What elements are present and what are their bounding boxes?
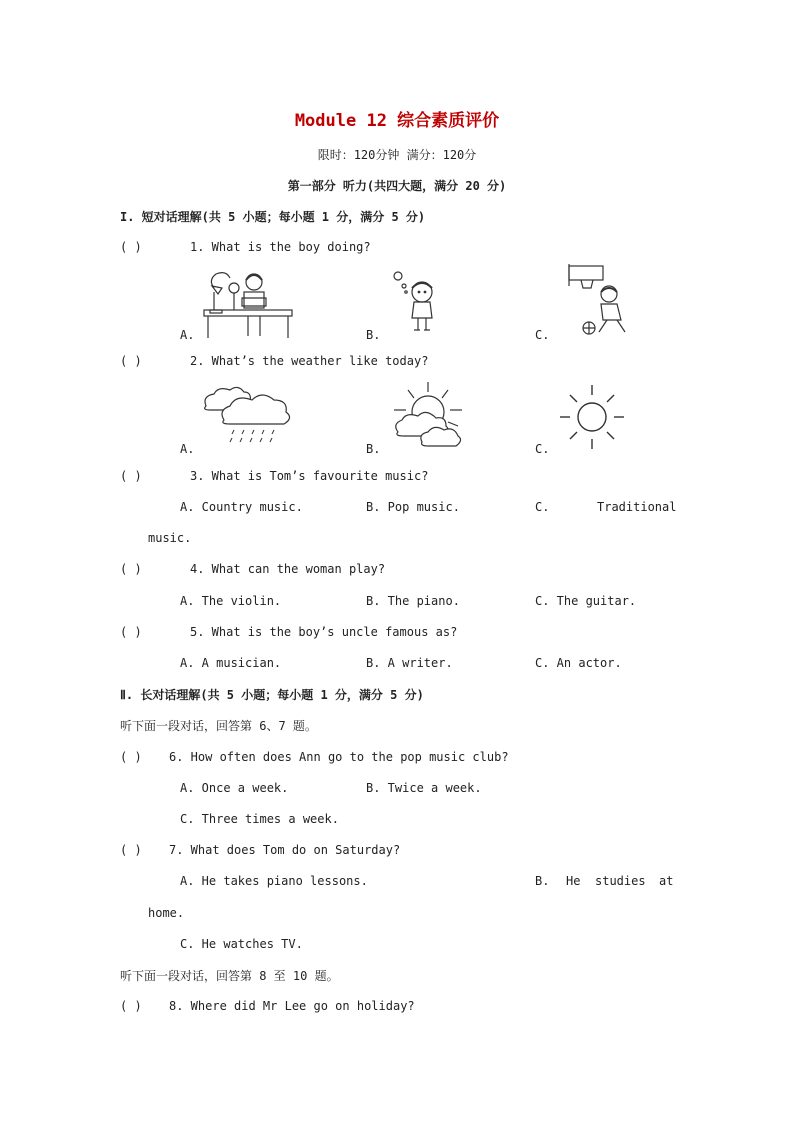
page-title: Module 12 综合素质评价 [294, 111, 500, 131]
answer-bracket[interactable]: ( ) [120, 240, 142, 254]
option-c[interactable]: C. An actor. [535, 656, 622, 670]
question-text: 1. What is the boy doing? [190, 240, 371, 254]
option-b-word: He [566, 874, 581, 888]
option-b[interactable]: B. The piano. [366, 594, 460, 608]
answer-bracket[interactable]: ( ) [120, 843, 142, 857]
option-b[interactable]: B. [366, 442, 381, 456]
option-b[interactable]: B. Pop music. [366, 500, 460, 514]
option-c[interactable]: C. He watches TV. [180, 937, 303, 951]
option-b-wrap: home. [148, 906, 185, 920]
option-b[interactable]: B. [366, 328, 381, 342]
section1-heading: I. 短对话理解(共 5 小题；每小题 1 分，满分 5 分) [120, 210, 426, 224]
option-a[interactable]: A. Once a week. [180, 781, 289, 795]
boy-reading-icon [200, 268, 295, 340]
option-b-word: at [659, 874, 674, 888]
question-text: 6. How often does Ann go to the pop music club? [169, 750, 509, 764]
section2-intro: 听下面一段对话，回答第 8 至 10 题。 [120, 969, 339, 983]
question-text: 7. What does Tom do on Saturday? [169, 843, 401, 857]
option-a[interactable]: A. [180, 442, 195, 456]
question-text: 3. What is Tom’s favourite music? [190, 469, 429, 483]
sun-cloud-icon [388, 380, 468, 450]
option-c[interactable]: C. The guitar. [535, 594, 637, 608]
option-b[interactable]: B. [535, 874, 550, 888]
answer-bracket[interactable]: ( ) [120, 354, 142, 368]
section2-heading: Ⅱ. 长对话理解(共 5 小题；每小题 1 分，满分 5 分) [120, 688, 424, 702]
option-a[interactable]: A. A musician. [180, 656, 282, 670]
option-a[interactable]: A. [180, 328, 195, 342]
sun-icon [558, 383, 626, 451]
option-c-text: Traditional [597, 500, 677, 514]
option-c[interactable]: C. [535, 442, 550, 456]
part1-heading: 第一部分 听力(共四大题，满分 20 分) [287, 179, 507, 193]
answer-bracket[interactable]: ( ) [120, 562, 142, 576]
rain-cloud-icon [200, 384, 295, 450]
answer-bracket[interactable]: ( ) [120, 625, 142, 639]
page-subtitle: 限时：120分钟 满分：120分 [317, 148, 477, 162]
question-text: 5. What is the boy’s uncle famous as? [190, 625, 458, 639]
question-text: 2. What’s the weather like today? [190, 354, 429, 368]
option-b[interactable]: B. A writer. [366, 656, 453, 670]
answer-bracket[interactable]: ( ) [120, 469, 142, 483]
question-text: 4. What can the woman play? [190, 562, 386, 576]
option-c-wrap: music. [148, 531, 192, 545]
option-b[interactable]: B. Twice a week. [366, 781, 482, 795]
boy-basketball-icon [565, 264, 635, 340]
option-a[interactable]: A. He takes piano lessons. [180, 874, 368, 888]
answer-bracket[interactable]: ( ) [120, 750, 142, 764]
question-text: 8. Where did Mr Lee go on holiday? [169, 999, 415, 1013]
option-a[interactable]: A. The violin. [180, 594, 282, 608]
option-b-word: studies [595, 874, 646, 888]
boy-thinking-icon [390, 268, 440, 334]
answer-bracket[interactable]: ( ) [120, 999, 142, 1013]
option-a[interactable]: A. Country music. [180, 500, 303, 514]
option-c[interactable]: C. [535, 500, 550, 514]
section2-intro: 听下面一段对话，回答第 6、7 题。 [120, 719, 317, 733]
option-c[interactable]: C. [535, 328, 550, 342]
option-c[interactable]: C. Three times a week. [180, 812, 339, 826]
